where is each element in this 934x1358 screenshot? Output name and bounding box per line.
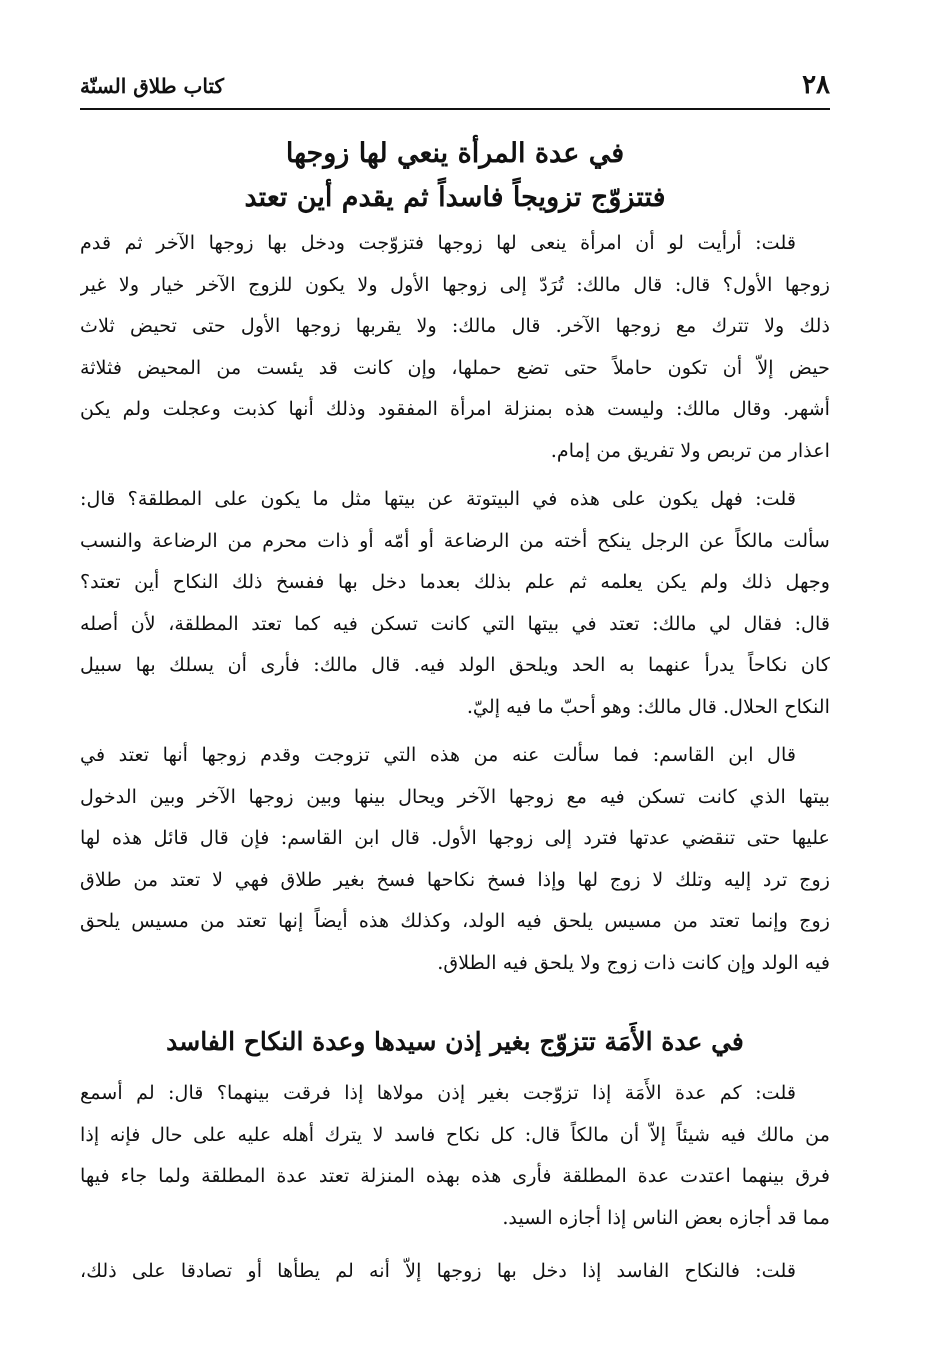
heading-line: فتتزوّج تزويجاً فاسداً ثم يقدم أين تعتد [244,182,666,213]
text-line: من مالك فيه شيئاً إلاّ أن مالكاً قال: كل نكاح فاسد لا يترك أهله عليه على حال فإنه إذا [80,1122,830,1146]
page-number: ٢٨ [802,70,830,100]
text-line: فيه الولد وإن كانت ذات زوج ولا يلحق فيه الطلاق. [437,950,830,974]
text-line: وجهل ذلك ولم يكن يعلمه ثم علم بذلك بعدما دخل بها ففسخ ذلك النكاح أين تعتد؟ [80,570,830,593]
text-line: بيتها الذي كانت تسكن فيه مع زوجها الآخر ويحال بينها وبين زوجها الآخر وبين الدخول [80,784,830,808]
book-title: كتاب طلاق السنّة [80,74,225,98]
text-line: زوج ترد إليه وتلك لا زوج لها وإذا فسخ نكاحها فسخ بغير طلاق فهي لا تعتد من طلاق [80,867,830,891]
text-line: عليها حتى تنقضي عدتها فترد إلى زوجها الأول. قال ابن القاسم: فإن قال قائل هذه لها [80,826,830,849]
text-line: قلت: فهل يكون على هذه في البيتوتة عن بيتها مثل ما يكون على المطلقة؟ قال: [80,487,796,510]
text-line: قال ابن القاسم: فما سألت عنه من هذه التي تزوجت وقدم زوجها أنها تعتد في [80,743,796,766]
text-line: اعذار من تربص ولا تفريق من إمام. [550,438,830,462]
paragraph [80,1250,830,1292]
text-line: حيض إلاّ أن تكون حاملاً حتى تضع حملها، وإن كانت قد يئست من المحيض فثلاثة [80,355,830,379]
paragraph [80,478,830,727]
paragraph [80,1072,830,1238]
text-line: كان نكاحاً يدرأ عنهما به الحد ويلحق الولد فيه. قال مالك: فأرى أن يسلك بها سبيل [80,653,830,676]
text-line: فرق بينهما اعتدت عدة المطلقة فأرى هذه بهذه المنزلة تعتد عدة المطلقة ولما جاء فيها [80,1164,830,1187]
text-line: زوج وإنما تعتد من مسيس يلحق فيه الولد، وكذلك هذه أيضاً إنها تعتد من مسيس يلحق [80,909,830,932]
text-line: قال: فقال لي مالك: تعتد في بيتها التي كانت تسكن فيه كما تعتد المطلقة، لأن أصله [80,611,830,635]
paragraph [80,734,830,983]
text-line: قلت: أرأيت لو أن امرأة ينعى لها زوجها فتزوّجت ودخل بها زوجها الآخر ثم قدم [80,231,796,254]
running-header [80,62,830,110]
text-line: مما قد أجازه بعض الناس إذا أجازه السيد. [502,1205,830,1229]
text-line: قلت: فالنكاح الفاسد إذا دخل بها زوجها إلاّ أنه لم يطأها أو تصادقا على ذلك، [80,1259,796,1282]
section-heading-1 [80,132,830,220]
text-line: سألت مالكاً عن الرجل ينكح أخته من الرضاعة أو أمّه أو ذات محرم من الرضاعة والنسب [80,528,830,552]
text-line: زوجها الأول؟ قال: قال مالك: تُرَدّ إلى زوجها الأول ولا يكون للزوج الآخر خيار ولا غير [80,272,830,296]
text-line: أشهر. وقال مالك: وليست هذه بمنزلة امرأة المفقود وذلك أنها كذبت وعجلت ولم يكن [80,397,830,420]
text-line: ذلك ولا تترك مع زوجها الآخر. قال مالك: ولا يقربها زوجها الأول حتى تحيض ثلاث [80,314,830,337]
section-heading-2 [80,1022,830,1062]
heading-line: في عدة الأَمَة تتزوّج بغير إذن سيدها وعدة النكاح الفاسد [166,1027,744,1056]
text-line: قلت: كم عدة الأَمَة إذا تزوّجت بغير إذن مولاها إذا فرقت بينهما؟ قال: لم أسمع [80,1081,796,1104]
heading-line: في عدة المرأة ينعي لها زوجها [285,138,625,169]
paragraph [80,222,830,471]
text-line: النكاح الحلال. قال مالك: وهو أحبّ ما فيه إليّ. [466,694,830,718]
